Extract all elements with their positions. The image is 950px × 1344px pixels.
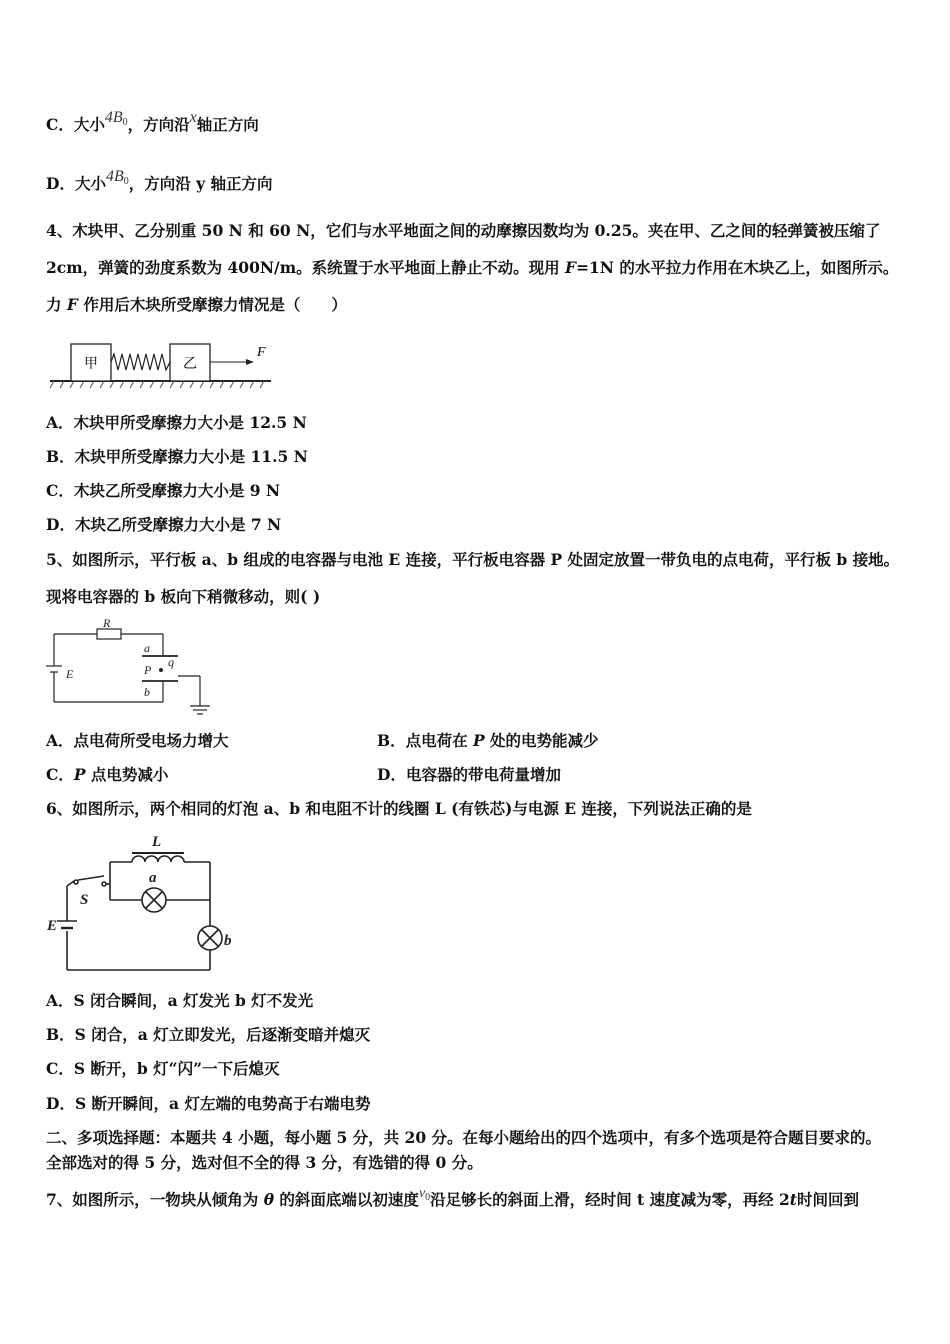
svg-text:E: E [66, 667, 74, 681]
switch-contact [74, 880, 78, 884]
svg-text:S: S [80, 892, 89, 908]
q6-stem: 6、如图所示，两个相同的灯泡 a、b 和电阻不计的线圈 L (有铁芯)与电源 E 连接，下列说法正确的是 [46, 799, 752, 818]
svg-text:a: a [144, 641, 150, 655]
q6-option-a[interactable]: A．S 闭合瞬间，a 灯发光 b 灯不发光 [46, 991, 314, 1010]
q4-stem-line3: 力 F 作用后木块所受摩擦力情况是（ ） [46, 295, 347, 314]
q3-option-d[interactable]: D．大小4B0，方向沿 y 轴正方向 [46, 168, 273, 193]
q4-option-d[interactable]: D．木块乙所受摩擦力大小是 7 N [46, 515, 282, 534]
svg-text:b: b [144, 685, 150, 699]
q6-option-c[interactable]: C．S 断开，b 灯“闪”一下后熄灭 [46, 1059, 280, 1078]
q6-inductor-circuit-figure [44, 828, 244, 976]
q4-spring-blocks-figure [46, 340, 286, 392]
spring [111, 354, 170, 370]
q4-option-b[interactable]: B．木块甲所受摩擦力大小是 11.5 N [46, 447, 308, 466]
q5-stem-line1: 5、如图所示，平行板 a、b 组成的电容器与电池 E 连接，平行板电容器 P 处固定放置一带负电的点电荷，平行板 b 接地。 [46, 550, 900, 569]
section2-heading-line1: 二、多项选择题：本题共 4 小题，每小题 5 分，共 20 分。在每小题给出的四个选项中，有多个选项是符合题目要求的。 [46, 1128, 882, 1147]
svg-text:P: P [144, 663, 152, 677]
force-arrow [246, 359, 254, 365]
svg-text:q: q [168, 655, 174, 669]
svg-text:E: E [47, 918, 58, 934]
block-yi-label: 乙 [183, 357, 197, 372]
q7-stem: 7、如图所示，一物块从倾角为 θ 的斜面底端以初速度$v_0$沿足够长的斜面上滑，经时间 t 速度减为零，再经 2t时间回到 [46, 1186, 859, 1209]
inductor-coil [132, 856, 184, 862]
section2-heading-line2: 全部选对的得 5 分，选对但不全的得 3 分，有选错的得 0 分。 [46, 1153, 483, 1172]
q5-stem-line2: 现将电容器的 b 板向下稍微移动，则( ) [46, 587, 321, 606]
q5-option-d[interactable]: D．电容器的带电荷量增加 [377, 765, 561, 784]
math-v0: $v_0$ [418, 1186, 431, 1203]
math-4b0: 4B0 [104, 109, 128, 128]
svg-text:b: b [224, 933, 232, 949]
q5-capacitor-circuit-figure [40, 616, 215, 718]
q4-stem-line1: 4、木块甲、乙分别重 50 N 和 60 N，它们与水平地面之间的动摩擦因数均为 0.25。夹在甲、乙之间的轻弹簧被压缩了 [46, 221, 881, 240]
math-4b0: 4B0 [105, 168, 129, 187]
svg-text:a: a [149, 870, 157, 886]
q4-option-c[interactable]: C．木块乙所受摩擦力大小是 9 N [46, 481, 281, 500]
q5-option-b[interactable]: B．点电荷在 P 处的电势能减少 [377, 731, 599, 750]
block-jia-label: 甲 [84, 357, 98, 372]
q5-option-c[interactable]: C．P 点电势减小 [46, 765, 169, 784]
q5-option-a[interactable]: A．点电荷所受电场力增大 [46, 731, 229, 750]
q3-option-c[interactable]: C．大小4B0，方向沿x轴正方向 [46, 109, 259, 134]
svg-text:L: L [152, 834, 162, 850]
q4-stem-line2: 2cm，弹簧的劲度系数为 400N/m。系统置于水平地面上静止不动。现用 F=1N 的水平拉力作用在木块乙上，如图所示。 [46, 258, 899, 277]
point-charge-p [159, 668, 163, 672]
svg-text:R: R [103, 616, 111, 630]
q6-option-d[interactable]: D．S 断开瞬间，a 灯左端的电势高于右端电势 [46, 1094, 371, 1113]
q6-option-b[interactable]: B．S 闭合，a 灯立即发光，后逐渐变暗并熄灭 [46, 1025, 371, 1044]
q4-option-a[interactable]: A．木块甲所受摩擦力大小是 12.5 N [46, 413, 307, 432]
switch-s [78, 876, 104, 880]
resistor-r [97, 629, 121, 639]
force-label: F [257, 345, 266, 360]
